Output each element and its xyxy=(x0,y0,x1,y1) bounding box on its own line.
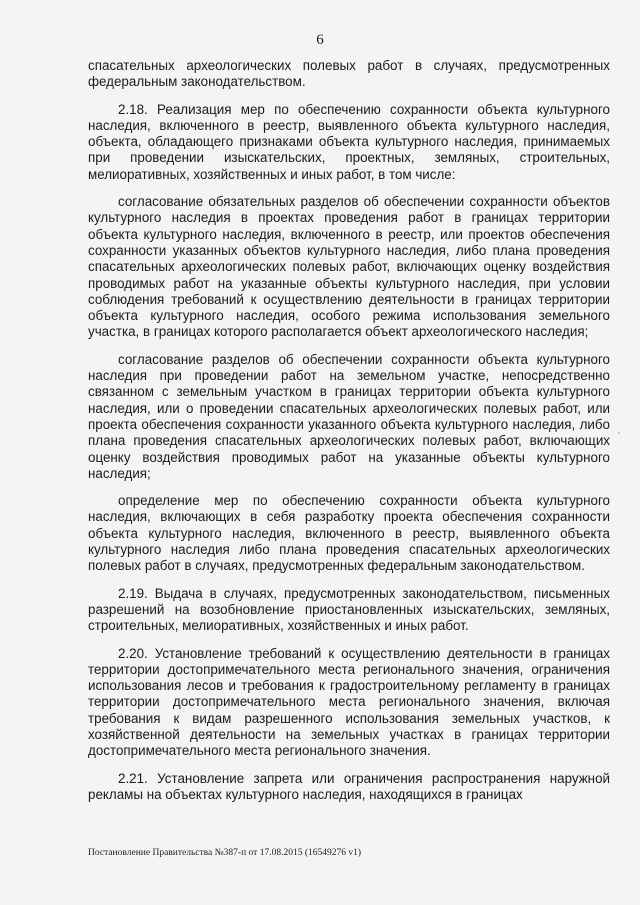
paragraph-2-18: 2.18. Реализация мер по обеспечению сохранности объекта культурного наследия, включенного в реестр, выявленного объекта культурного наследия, объекта, обладающего признаками объекта культурного наследия, принимаемых при проведении изыскательских, проектных, земляных, строительных, мелиоративных, хозяйственных и иных работ, в том числе: xyxy=(88,101,610,182)
footer-document-id: Постановление Правительства №387-п от 17.08.2015 (16549276 v1) xyxy=(88,848,362,858)
paragraph-2-21: 2.21. Установление запрета или ограничения распространения наружной рекламы на объектах культурного наследия, находящихся в границах xyxy=(88,770,610,802)
paragraph-2-18-item-1: согласование обязательных разделов об обеспечении сохранности объектов культурного наследия в проектах проведения работ в границах территории объекта культурного наследия, включенного в реестр, или проектов обеспечения сохранности указанных объектов культурного наследия, либо плана проведения спасательных археологических полевых работ, включающих оценку воздействия проводимых работ на указанные объекты культурного наследия, при условии соблюдения требований к осуществлению деятельности в границах территории объекта культурного наследия, особого режима использования земельного участка, в границах которого располагается объект археологического наследия; xyxy=(88,194,610,340)
paragraph-2-18-item-2: согласование разделов об обеспечении сохранности объекта культурного наследия при проведении работ на земельном участке, непосредственно связанном с земельным участком в границах территории объекта культурного наследия, или о проведении спасательных археологических полевых работ, или проекта обеспечения сохранности указанного объекта культурного наследия, либо плана проведения спасательных археологических полевых работ, включающих оценку воздействия проводимых работ на указанные объекты культурного наследия; xyxy=(88,351,610,481)
paragraph-2-18-item-3: определение мер по обеспечению сохранности объекта культурного наследия, включающих в себя разработку проекта обеспечения сохранности объекта культурного наследия, включенного в реестр, выявленного объекта культурного наследия либо плана проведения спасательных археологических полевых работ в случаях, предусмотренных федеральным законодательством. xyxy=(88,493,610,574)
paragraph-2-19: 2.19. Выдача в случаях, предусмотренных законодательством, письменных разрешений на возобновление приостановленных изыскательских, земляных, строительных, мелиоративных, хозяйственных и иных работ. xyxy=(88,585,610,634)
paragraph-2-20: 2.20. Установление требований к осуществлению деятельности в границах территории достопримечательного места регионального значения, ограничения использования лесов и требования к градостроительному регламенту в границах территории достопримечательного места регионального значения, включая требования к видам разрешенного использования земельных участков, к хозяйственной деятельности на земельных участках в границах территории достопримечательного места регионального значения. xyxy=(88,645,610,759)
margin-mark: · xyxy=(617,427,621,439)
document-body xyxy=(88,58,610,814)
page-number: 6 xyxy=(316,32,324,48)
paragraph-continuation: спасательных археологических полевых работ в случаях, предусмотренных федеральным законодательством. xyxy=(88,58,610,90)
